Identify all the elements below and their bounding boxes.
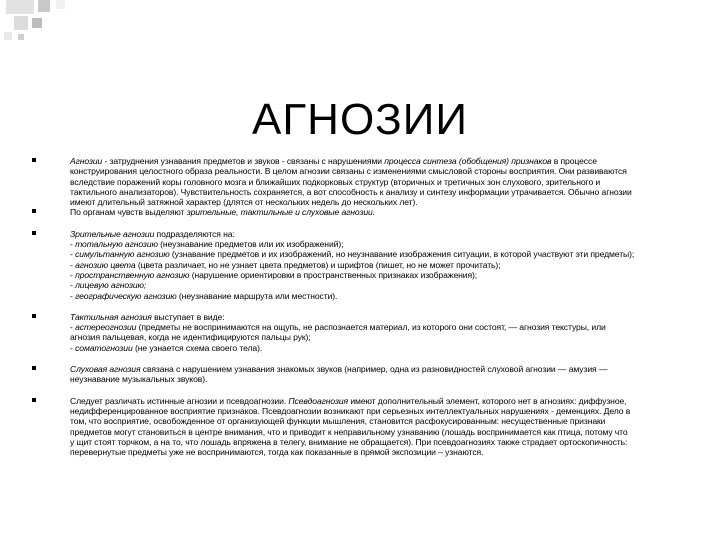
- text-run: конструирования целостного образа реальности. В целом агнозии связаны с изменениями смысловой стороны восприятия. Они развиваются: [70, 166, 627, 177]
- bullet-icon: [32, 209, 36, 213]
- text-run: Следует различать истинные агнозии и псевдоагнозии.: [70, 395, 289, 406]
- item-text: [70, 229, 682, 301]
- text-line: [70, 312, 682, 322]
- text-run: имеют длительный затяжной характер (длятся от нескольких недель до нескольких лет).: [70, 197, 418, 208]
- italic-term: зрительные, тактильные и слуховые агнозии.: [186, 207, 376, 218]
- bullet-icon: [32, 314, 36, 318]
- text-line: [70, 447, 682, 457]
- item-text: [70, 364, 682, 385]
- text-run: предметов могут становиться в центре внимания, что и приводит к неправильному узнаванию (лошадь воспринимается как птица, потому что: [70, 426, 628, 437]
- italic-term: Зрительные агнозии: [70, 228, 155, 239]
- bullet-list: [32, 156, 682, 457]
- text-line: [70, 260, 682, 270]
- item-text: [70, 156, 682, 207]
- page-title: АГНОЗИИ: [252, 95, 468, 145]
- text-run: недифференцированное восприятие признаков. Псевдоагнозии возникают при серьезных интеллектуальных нарушениях - деменциях. Дело в: [70, 405, 631, 416]
- bullet-icon: [32, 366, 36, 370]
- italic-term: лицевую агнозию;: [75, 280, 147, 291]
- italic-term: симультанную агнозию: [75, 249, 170, 260]
- text-run: (узнавание предметов и их изображений, но неузнавание изображения ситуации, в которой участвуют эти предметы);: [169, 249, 635, 260]
- text-run: (цвета различает, но не узнает цвета предметов) и шрифтов (пишет, но не может прочитать);: [135, 259, 501, 270]
- text-run: в процессе: [551, 156, 597, 166]
- list-item: [32, 312, 682, 353]
- text-run: (нарушение ориентировки в пространственных признаках изображения);: [189, 269, 478, 280]
- text-line: [70, 322, 682, 332]
- text-line: [70, 239, 682, 249]
- text-run: -: [70, 342, 76, 353]
- bullet-icon: [32, 231, 36, 235]
- text-line: [70, 249, 682, 259]
- bullet-icon: [32, 398, 36, 402]
- text-line: [70, 343, 682, 353]
- text-line: [70, 374, 682, 384]
- item-text: [70, 312, 682, 353]
- item-text: [70, 207, 682, 217]
- text-line: [70, 229, 682, 239]
- text-run: (неузнавание маршрута или местности).: [176, 290, 338, 301]
- text-line: [70, 364, 682, 374]
- italic-term: процесса синтеза (обобщения) признаков: [384, 156, 552, 166]
- text-run: связана с нарушением узнавания знакомых звуков (например, одна из разновидностей слуховой агнозии — амузия —: [140, 364, 608, 375]
- italic-term: Слуховая агнозия: [70, 364, 141, 375]
- text-line: [70, 427, 682, 437]
- text-line: [70, 291, 682, 301]
- bullet-icon: [32, 158, 36, 162]
- text-line: [70, 406, 682, 416]
- italic-term: Агнозии: [70, 156, 103, 166]
- list-item: [32, 396, 682, 458]
- italic-term: соматогнозии: [75, 342, 133, 353]
- list-item: [32, 229, 682, 301]
- text-run: у щит стоят торчком, а на то, что лошадь впряжена в телегу, внимание не обращается). При псевдоагнозиях также страдает ортоскопичность:: [70, 436, 628, 447]
- text-run: По органам чувств выделяют: [70, 207, 187, 218]
- text-run: -: [70, 322, 76, 333]
- text-run: -: [70, 269, 76, 280]
- italic-term: Тактильная агнозия: [70, 311, 152, 322]
- text-run: тактильного анализаторов). Чувствительность сохраняется, а вот способность к анализу и синтезу информации утрачивается. Обычно агнозии: [70, 186, 632, 197]
- text-run: подразделяются на:: [154, 228, 235, 239]
- text-run: (неузнавание предметов или их изображений);: [157, 239, 344, 250]
- list-item: [32, 364, 682, 385]
- item-text: [70, 396, 682, 458]
- italic-term: пространственную агнозию: [75, 269, 190, 280]
- text-run: выступает в виде:: [151, 311, 225, 322]
- text-run: (предметы не воспринимаются на ощупь, не распознается материал, из которого они состоят, — агнозия текстуры, или: [136, 322, 606, 333]
- text-run: -: [70, 239, 76, 250]
- text-line: [70, 437, 682, 447]
- italic-term: Псевдоагнозия: [288, 395, 349, 406]
- text-run: том, что восприятие, освобожденное от организующей функции мышления, становится расфокусированным: несущественные признаки: [70, 416, 606, 427]
- text-run: - затруднения узнавания предметов и звуков - связаны с нарушениями: [102, 156, 385, 166]
- text-run: -: [70, 290, 76, 301]
- text-run: перевернутые предметы уже не воспринимаются, тогда как показанные в прямой экспозиции – узнаются.: [70, 447, 484, 458]
- text-run: (не узнается схема своего тела).: [132, 342, 263, 353]
- text-run: вследствие поражений коры головного мозга и ближайших подкорковых структур (вторичных и третичных зон слухового, зрительного и: [70, 176, 601, 187]
- italic-term: географическую агнозию: [75, 290, 177, 301]
- text-run: -: [70, 280, 76, 291]
- text-line: [70, 156, 682, 166]
- text-run: имеют дополнительный элемент, которого нет в агнозиях: диффузное,: [348, 395, 627, 406]
- text-line: [70, 177, 682, 187]
- text-line: [70, 207, 682, 217]
- text-line: [70, 187, 682, 197]
- text-line: [70, 280, 682, 290]
- italic-term: тотальную агнозию: [75, 239, 158, 250]
- text-run: агнозия пальцевая, когда не идентифицируются пальцы рук);: [70, 332, 311, 343]
- decorative-squares: [0, 0, 80, 48]
- text-run: -: [70, 259, 76, 270]
- list-item: [32, 156, 682, 207]
- text-run: неузнавание музыкальных звуков).: [70, 374, 208, 385]
- text-line: [70, 270, 682, 280]
- text-run: -: [70, 249, 76, 260]
- list-item: [32, 207, 682, 217]
- text-line: [70, 166, 682, 176]
- text-line: [70, 416, 682, 426]
- text-line: [70, 396, 682, 406]
- text-line: [70, 197, 682, 207]
- italic-term: астереогнозии: [75, 322, 137, 333]
- text-line: [70, 332, 682, 342]
- italic-term: агнозию цвета: [75, 259, 136, 270]
